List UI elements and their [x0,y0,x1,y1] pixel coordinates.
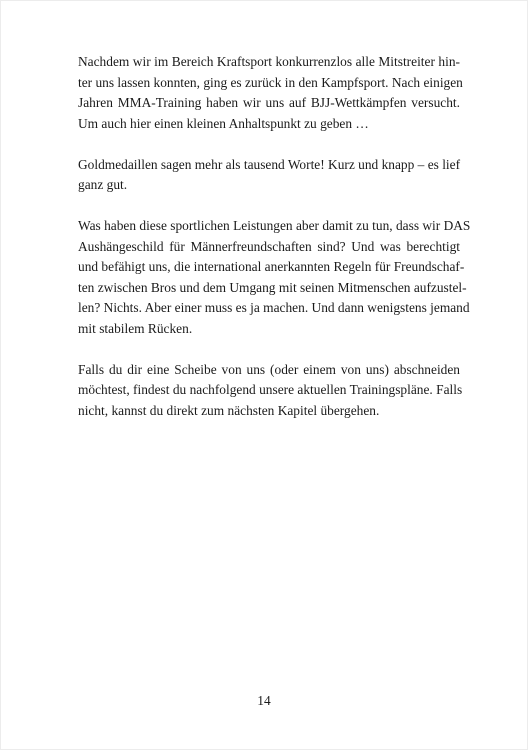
text-line: Um auch hier einen kleinen Anhaltspunkt zu geben … [78,115,369,131]
paragraph-leistungen [78,216,471,339]
paragraph-kraftsport [78,52,463,134]
text-line: nicht, kannst du direkt zum nächsten Kapitel übergehen. [78,402,380,418]
text-line: möchtest, findest du nachfolgend unsere aktuellen Trainingspläne. Falls [78,382,463,397]
text-line: Aushängeschild für Männerfreundschaften sind? Und was berechtigt [78,238,460,254]
text-line: ten zwischen Bros und dem Umgang mit seinen Mitmenschen aufzustel- [78,279,467,295]
page-number: 14 [257,693,271,708]
text-line: ter uns lassen konnten, ging es zurück in den Kampfsport. Nach einigen [78,74,463,90]
paragraph-trainingsplaene [78,360,463,422]
text-line: Was haben diese sportlichen Leistungen aber damit zu tun, dass wir DAS [78,218,471,233]
paragraph-goldmedaillen [78,155,460,196]
text-line: Nachdem wir im Bereich Kraftsport konkurrenzlos alle Mitstreiter hin- [78,54,460,69]
text-line: Falls du dir eine Scheibe von uns (oder einem von uns) abschneiden [78,361,460,377]
body-text [78,52,471,442]
text-line: ganz gut. [78,177,128,192]
text-line: Jahren MMA-Training haben wir uns auf BJJ-Wettkämpfen versucht. [78,95,460,110]
text-line: mit stabilem Rücken. [78,320,193,336]
text-line: und befähigt uns, die international anerkannten Regeln für Freundschaf- [78,259,465,274]
text-line: len? Nichts. Aber einer muss es ja machen. Und dann wenigstens jemand [78,300,470,315]
text-line: Goldmedaillen sagen mehr als tausend Worte! Kurz und knapp – es lief [78,156,461,172]
